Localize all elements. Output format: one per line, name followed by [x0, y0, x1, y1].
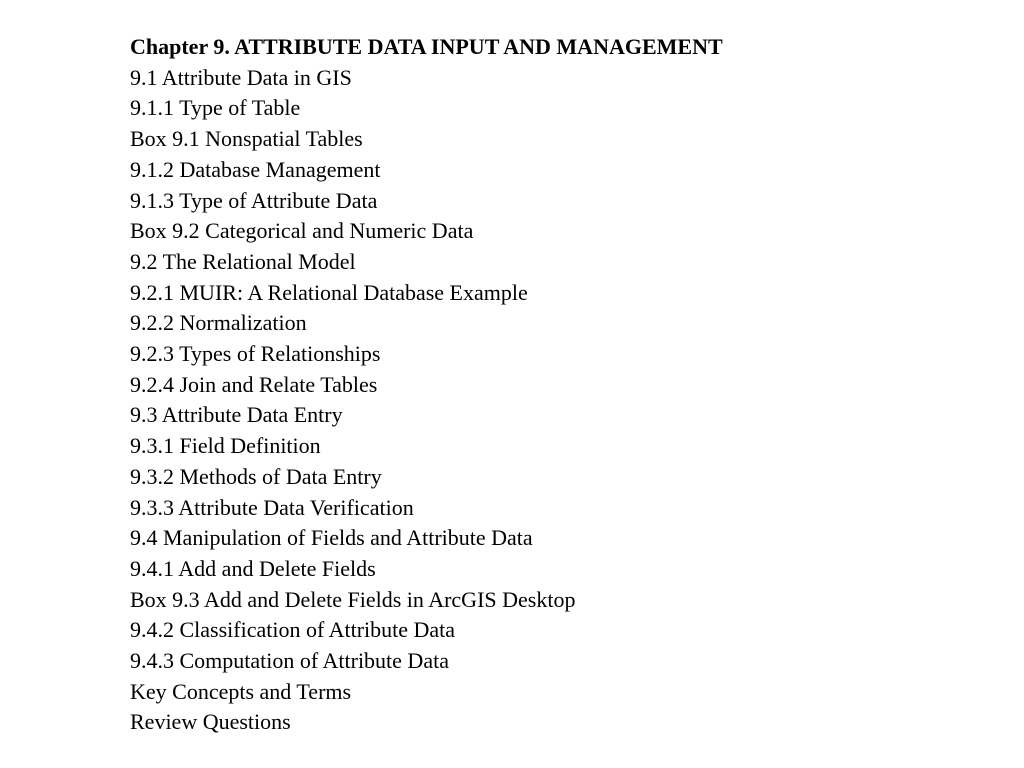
toc-item: Box 9.3 Add and Delete Fields in ArcGIS Desktop — [130, 586, 576, 612]
toc-item: 9.2.2 Normalization — [130, 310, 307, 336]
toc-item: 9.4.1 Add and Delete Fields — [130, 555, 376, 581]
toc-item: Review Questions — [130, 709, 291, 735]
toc-item: 9.2.4 Join and Relate Tables — [130, 371, 378, 397]
toc-item: Box 9.2 Categorical and Numeric Data — [130, 218, 474, 244]
toc-item: 9.4.2 Classification of Attribute Data — [130, 617, 456, 643]
toc-item: 9.2.3 Types of Relationships — [130, 341, 381, 367]
toc-item: 9.1 Attribute Data in GIS — [130, 64, 352, 90]
toc-item: 9.4 Manipulation of Fields and Attribute Data — [130, 525, 533, 551]
toc-item: 9.2 The Relational Model — [130, 248, 356, 274]
toc-item: Box 9.1 Nonspatial Tables — [130, 126, 363, 152]
toc-item: 9.3.1 Field Definition — [130, 433, 321, 459]
toc-item: 9.4.3 Computation of Attribute Data — [130, 648, 449, 674]
toc-item: 9.1.3 Type of Attribute Data — [130, 187, 378, 213]
toc-item: 9.1.1 Type of Table — [130, 95, 301, 121]
toc-item: 9.3.3 Attribute Data Verification — [130, 494, 414, 520]
toc-item: 9.1.2 Database Management — [130, 156, 381, 182]
chapter-title: Chapter 9. ATTRIBUTE DATA INPUT AND MANAGEMENT — [130, 34, 723, 59]
toc-item: 9.2.1 MUIR: A Relational Database Example — [130, 279, 528, 305]
toc-item: 9.3 Attribute Data Entry — [130, 402, 343, 428]
toc-item: 9.3.2 Methods of Data Entry — [130, 463, 382, 489]
toc-item: Key Concepts and Terms — [130, 678, 352, 704]
table-of-contents — [130, 63, 1024, 738]
